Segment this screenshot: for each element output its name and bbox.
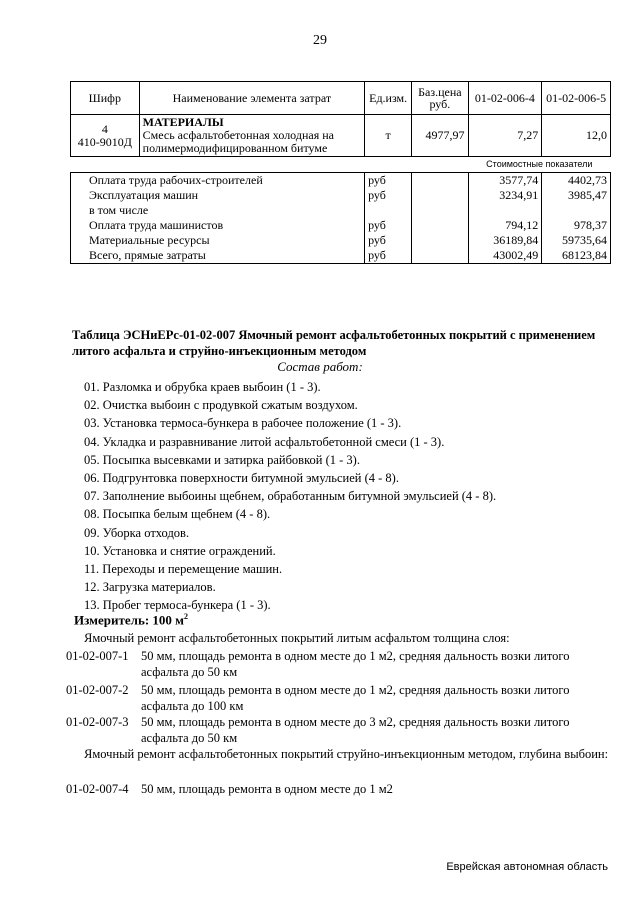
page-number: 29 [313, 33, 327, 48]
summary-name: Оплата труда рабочих-строителей [71, 173, 365, 189]
rate-code: 01-02-007-3 [66, 715, 129, 729]
summary-value-1: 36189,84 [468, 233, 542, 248]
measurement-unit [74, 612, 188, 628]
measurement-unit-label: Измеритель: 100 м [74, 612, 185, 628]
work-item: 12. Загрузка материалов. [84, 580, 216, 595]
work-item: 06. Подгрунтовка поверхности битумной эмульсией (4 - 8). [84, 471, 399, 486]
work-item: 04. Укладка и разравнивание литой асфальтобетонной смеси (1 - 3). [84, 434, 445, 449]
summary-name: Эксплуатация машин [71, 188, 365, 203]
header-unit: Ед.изм. [365, 82, 412, 115]
rate-description: 50 мм, площадь ремонта в одном месте до 3 м2, средняя дальность возки литого асфальта до 50 км [141, 715, 570, 745]
rate-code: 01-02-007-1 [66, 649, 129, 663]
summary-unit: руб [365, 248, 412, 264]
material-value-2: 12,0 [542, 115, 611, 157]
cost-table [70, 81, 611, 264]
material-base-price: 4977,97 [412, 115, 468, 157]
summary-value-1: 3234,91 [468, 188, 542, 203]
work-item: 07. Заполнение выбоины щебнем, обработанным битумной эмульсией (4 - 8). [84, 489, 497, 504]
cost-indicators-label: Стоимостные показатели [468, 157, 610, 173]
header-base-price: Баз.цена руб. [412, 82, 468, 115]
summary-unit: руб [365, 218, 412, 233]
work-item: 09. Уборка отходов. [84, 525, 190, 540]
table-title: Таблица ЭСНиЕРс-01-02-007 Ямочный ремонт асфальтобетонных покрытий с применением литого асфальта и струйно-инъекционным методом [72, 328, 596, 358]
work-list [84, 378, 496, 615]
summary-name: в том числе [71, 203, 365, 218]
work-item: 03. Установка термоса-бункера в рабочее положение (1 - 3). [84, 416, 402, 431]
summary-unit: руб [365, 233, 412, 248]
work-item: 08. Посыпка белым щебнем (4 - 8). [84, 507, 271, 522]
work-item: 05. Посыпка высевками и затирка райбовкой (1 - 3). [84, 452, 360, 467]
rate-item [66, 648, 616, 680]
material-code: 410-9010Д [77, 134, 132, 149]
material-name-cell [139, 115, 364, 157]
table-header-row [71, 82, 611, 115]
composition-heading: Состав работ: [277, 359, 363, 374]
header-col-1: 01-02-006-4 [468, 82, 542, 115]
summary-value-1: 3577,74 [468, 173, 542, 189]
summary-value-2: 59735,64 [542, 233, 611, 248]
cost-indicators-row [71, 157, 611, 173]
rate-item [66, 781, 616, 797]
summary-row [71, 248, 611, 264]
material-code-cell [71, 115, 140, 157]
work-item: 02. Очистка выбоин с продувкой сжатым воздухом. [84, 398, 358, 413]
summary-row [71, 188, 611, 203]
summary-row [71, 173, 611, 189]
summary-name: Всего, прямые затраты [71, 248, 365, 264]
header-code: Шифр [71, 82, 140, 115]
work-item: 13. Пробег термоса-бункера (1 - 3). [84, 598, 271, 613]
measurement-unit-exponent: 2 [184, 612, 189, 621]
material-value-1: 7,27 [468, 115, 542, 157]
header-name: Наименование элемента затрат [139, 82, 364, 115]
summary-row [71, 233, 611, 248]
rate-code: 01-02-007-2 [66, 683, 129, 697]
rate-description: 50 мм, площадь ремонта в одном месте до 1 м2 [141, 782, 393, 796]
summary-row [71, 218, 611, 233]
work-item: 10. Установка и снятие ограждений. [84, 543, 276, 558]
work-item: 11. Переходы и перемещение машин. [84, 562, 283, 577]
summary-value-2: 3985,47 [542, 188, 611, 203]
section-number: 4 [101, 121, 108, 136]
rate-description: 50 мм, площадь ремонта в одном месте до 1 м2, средняя дальность возки литого асфальта до 50 км [141, 649, 570, 679]
summary-value-1: 794,12 [468, 218, 542, 233]
header-col-2: 01-02-006-5 [542, 82, 611, 115]
group1-intro: Ямочный ремонт асфальтобетонных покрытий литым асфальтом толщина слоя: [84, 631, 510, 645]
rate-item [66, 682, 616, 714]
summary-name: Оплата труда машинистов [71, 218, 365, 233]
group2-intro: Ямочный ремонт асфальтобетонных покрытий струйно-инъекционным методом, глубина выбоин: [84, 747, 609, 761]
summary-value-2: 68123,84 [542, 248, 611, 264]
rate-description: 50 мм, площадь ремонта в одном месте до 1 м2, средняя дальность возки литого асфальта до 100 км [141, 683, 570, 713]
summary-value-2: 4402,73 [542, 173, 611, 189]
summary-unit: руб [365, 173, 412, 189]
rate-code: 01-02-007-4 [66, 782, 129, 796]
section-title: МАТЕРИАЛЫ [142, 115, 224, 129]
footer-region: Еврейская автономная область [446, 861, 608, 873]
summary-name: Материальные ресурсы [71, 233, 365, 248]
material-unit: т [365, 115, 412, 157]
summary-value-1: 43002,49 [468, 248, 542, 264]
rate-item [66, 714, 616, 746]
material-name: Смесь асфальтобетонная холодная на полимермодифицированном битуме [142, 128, 334, 155]
material-row [71, 115, 611, 157]
summary-row [71, 203, 611, 218]
work-item: 01. Разломка и обрубка краев выбоин (1 - 3). [84, 380, 321, 394]
summary-unit: руб [365, 188, 412, 203]
summary-value-2: 978,37 [542, 218, 611, 233]
